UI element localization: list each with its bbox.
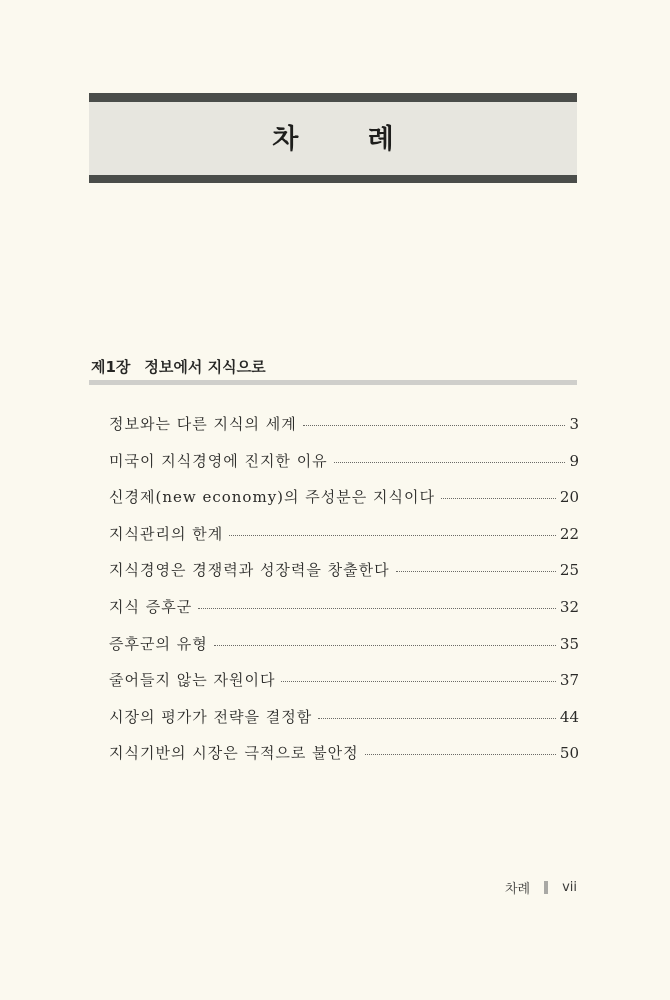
toc-entry-page: 44 [559,707,579,726]
chapter-heading [89,356,577,378]
toc-entry-page: 3 [569,415,579,433]
toc-entry-label: 증후군의 유형 [109,634,208,653]
toc-entry-label: 지식 증후군 [109,597,193,616]
dot-leader [441,498,556,499]
footer-page-number: vii [562,880,577,895]
toc-entry[interactable] [109,706,579,743]
toc-entry-page: 25 [559,561,579,580]
toc-entry-label: 줄어들지 않는 자원이다 [109,671,276,690]
page-footer [505,878,577,897]
toc-entry-label: 지식관리의 한계 [109,524,224,543]
chapter-title: 정보에서 지식으로 [144,358,266,376]
toc-list [109,413,579,779]
toc-entry-label: 지식경영은 경쟁력과 성장력을 창출한다 [109,561,390,580]
toc-entry-page: 37 [559,671,579,690]
dot-leader [365,754,556,755]
toc-entry-page: 9 [569,451,579,470]
toc-entry-page: 35 [559,634,579,653]
toc-entry-page: 32 [559,597,579,616]
toc-entry[interactable] [109,633,579,670]
dot-leader [318,718,556,719]
chapter-number: 제1장 [91,358,131,376]
toc-entry[interactable] [109,413,579,450]
contents-banner [89,93,577,183]
banner-bottom-bar [89,175,577,183]
chapter-rule [89,380,577,385]
toc-entry[interactable] [109,523,579,560]
footer-separator [544,881,548,894]
toc-entry[interactable] [109,596,579,633]
footer-section: 차례 [504,882,531,897]
dot-leader [303,425,566,426]
banner-top-bar [89,93,577,102]
toc-entry-page: 20 [559,488,579,507]
toc-entry-label: 미국이 지식경영에 진지한 이유 [109,451,328,470]
page-title: 차 례 [272,124,424,155]
dot-leader [396,571,556,572]
toc-entry-label: 지식기반의 시장은 극적으로 불안정 [109,744,359,763]
toc-entry-label: 정보와는 다른 지식의 세계 [109,415,297,433]
dot-leader [214,645,556,646]
dot-leader [229,535,556,536]
dot-leader [198,608,556,609]
toc-entry-label: 신경제(new economy)의 주성분은 지식이다 [109,488,435,507]
chapter-header [89,356,577,385]
toc-entry-page: 50 [559,744,579,763]
toc-entry[interactable] [109,742,579,779]
toc-entry[interactable] [109,486,579,523]
dot-leader [334,462,566,463]
toc-entry[interactable] [109,669,579,706]
dot-leader [281,681,555,682]
toc-entry-page: 22 [559,524,579,543]
toc-entry-label: 시장의 평가가 전략을 결정함 [109,707,313,726]
toc-entry[interactable] [109,559,579,596]
toc-entry[interactable] [109,450,579,487]
